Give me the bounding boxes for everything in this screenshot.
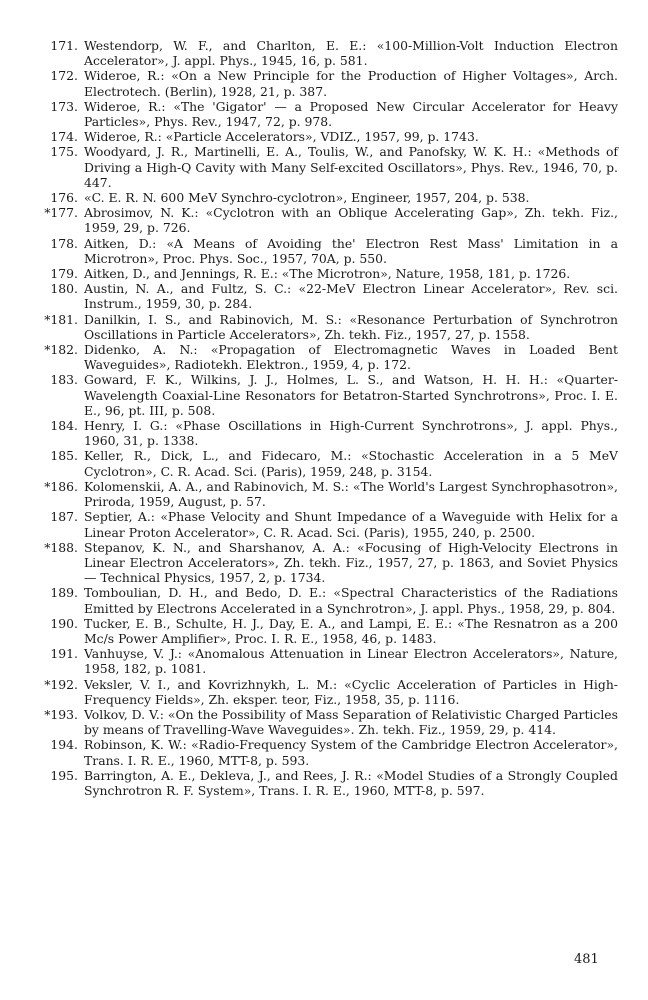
reference-number: 173. xyxy=(50,98,78,114)
reference-text: Aitken, D., and Jennings, R. E.: «The Microtron», Nature, 1958, 181, p. 1726. xyxy=(84,266,571,282)
reference-entry xyxy=(0,129,648,144)
reference-entry xyxy=(0,707,648,737)
reference-entry xyxy=(0,99,648,129)
page-number: 481 xyxy=(574,952,599,967)
reference-list xyxy=(0,38,648,798)
reference-number: 191. xyxy=(50,646,78,662)
reference-number: *182. xyxy=(44,342,78,358)
reference-text: Austin, N. A., and Fultz, S. C.: «22-MeV Electron Linear Accelerator», Rev. sci. Instrum., 1959, 30, p. 284. xyxy=(84,281,618,312)
reference-entry xyxy=(0,540,648,586)
reference-text: Volkov, D. V.: «On the Possibility of Mass Separation of Relativistic Charged Particles by means of Travelling-Wave Waveguides». Zh. tekh. Fiz., 1959, 29, p. 414. xyxy=(84,706,618,738)
reference-entry xyxy=(0,616,648,646)
reference-text: Westendorp, W. F., and Charlton, E. E.: «100-Million-Volt Induction Electron Accelerator», J. appl. Phys., 1945, 16, p. 581. xyxy=(84,38,618,69)
reference-number: *186. xyxy=(44,478,78,494)
reference-text: Danilkin, I. S., and Rabinovich, M. S.: «Resonance Perturbation of Synchrotron Oscillations in Particle Accelerators», Zh. tekh. Fiz., 1957, 27, p. 1558. xyxy=(84,311,618,342)
reference-entry xyxy=(0,312,648,342)
reference-text: Keller, R., Dick, L., and Fidecaro, M.: «Stochastic Acceleration in a 5 MeV Cyclotron», C. R. Acad. Sci. (Paris), 1959, 248, p. 3154. xyxy=(84,448,618,479)
reference-text: «C. E. R. N. 600 MeV Synchro-cyclotron», Engineer, 1957, 204, p. 538. xyxy=(84,190,530,206)
reference-entry xyxy=(0,585,648,615)
reference-number: 174. xyxy=(50,129,78,145)
reference-entry xyxy=(0,205,648,235)
reference-number: 180. xyxy=(50,281,78,297)
reference-number: 179. xyxy=(50,266,78,282)
reference-number: 172. xyxy=(50,68,78,84)
reference-entry xyxy=(0,342,648,372)
reference-number: 189. xyxy=(50,585,78,601)
reference-number: *181. xyxy=(44,311,78,327)
reference-entry xyxy=(0,144,648,190)
reference-entry xyxy=(0,418,648,448)
reference-text: Wideroe, R.: «The 'Gigator' — a Proposed New Circular Accelerator for Heavy Particles», Phys. Rev., 1947, 72, p. 978. xyxy=(84,98,618,130)
reference-number: 187. xyxy=(50,509,78,525)
reference-number: 175. xyxy=(50,144,78,160)
reference-text: Kolomenskii, A. A., and Rabinovich, M. S.: «The World's Largest Synchrophasotron», Priroda, 1959, August, p. 57. xyxy=(84,478,618,510)
reference-entry xyxy=(0,677,648,707)
reference-entry xyxy=(0,236,648,266)
reference-number: 171. xyxy=(50,38,78,53)
reference-number: 194. xyxy=(50,737,78,753)
reference-number: *188. xyxy=(44,539,78,555)
reference-text: Didenko, A. N.: «Propagation of Electromagnetic Waves in Loaded Bent Waveguides», Radiotekh. Elektron., 1959, 4, p. 172. xyxy=(84,342,618,373)
reference-entry xyxy=(0,190,648,205)
reference-number: 184. xyxy=(50,418,78,434)
reference-entry xyxy=(0,509,648,539)
reference-text: Stepanov, K. N., and Sharshanov, A. A.: «Focusing of High-Velocity Electrons in Linear Electron Accelerators», Zh. tekh. Fiz., 1957, 27, p. 1863, and Soviet Physics — Technical Physics, 1957, 2, p. 1734. xyxy=(84,539,618,586)
reference-text: Barrington, A. E., Dekleva, J., and Rees, J. R.: «Model Studies of a Strongly Coupled Synchrotron R. F. System», Trans. I. R. E., 1960, MTT-8, p. 597. xyxy=(84,767,618,798)
reference-number: 178. xyxy=(50,235,78,251)
reference-entry xyxy=(0,266,648,281)
reference-number: 176. xyxy=(50,190,78,206)
reference-text: Robinson, K. W.: «Radio-Frequency System of the Cambridge Electron Accelerator», Trans. I. R. E., 1960, MTT-8, p. 593. xyxy=(84,737,618,768)
reference-entry xyxy=(0,737,648,767)
reference-number: *177. xyxy=(44,205,78,221)
reference-text: Wideroe, R.: «Particle Accelerators», VDIZ., 1957, 99, p. 1743. xyxy=(84,129,479,145)
reference-number: *192. xyxy=(44,676,78,692)
reference-number: 183. xyxy=(50,372,78,388)
reference-entry xyxy=(0,768,648,798)
reference-entry xyxy=(0,38,648,68)
reference-entry xyxy=(0,68,648,98)
reference-text: Goward, F. K., Wilkins, J. J., Holmes, L. S., and Watson, H. H. H.: «Quarter-Wavelength Coaxial-Line Resonators for Betatron-Started Synchrotrons», Proc. I. E. E., 96, pt. III, p. 508. xyxy=(84,372,618,418)
reference-number: 195. xyxy=(50,767,78,783)
reference-text: Septier, A.: «Phase Velocity and Shunt Impedance of a Waveguide with Helix for a Linear Proton Accelerator», C. R. Acad. Sci. (Paris), 1955, 240, p. 2500. xyxy=(84,509,618,540)
reference-entry xyxy=(0,372,648,418)
reference-number: 190. xyxy=(50,615,78,631)
reference-text: Tucker, E. B., Schulte, H. J., Day, E. A., and Lampi, E. E.: «The Resnatron as a 200 Mc/s Power Amplifier», Proc. I. R. E., 1958, 46, p. 1483. xyxy=(84,615,618,646)
reference-entry xyxy=(0,479,648,509)
reference-text: Henry, I. G.: «Phase Oscillations in High-Current Synchrotrons», J. appl. Phys., 1960, 31, p. 1338. xyxy=(84,418,618,449)
reference-number: 185. xyxy=(50,448,78,464)
reference-entry xyxy=(0,448,648,478)
reference-text: Veksler, V. I., and Kovrizhnykh, L. M.: «Cyclic Acceleration of Particles in High-Frequency Fields», Zh. eksper. teor, Fiz., 1958, 35, p. 1116. xyxy=(84,676,618,707)
reference-entry xyxy=(0,646,648,676)
reference-text: Wideroe, R.: «On a New Principle for the Production of Higher Voltages», Arch. Electrotech. (Berlin), 1928, 21, p. 387. xyxy=(84,68,618,99)
reference-text: Woodyard, J. R., Martinelli, E. A., Toulis, W., and Panofsky, W. K. H.: «Methods of Driving a High-Q Cavity with Many Self-excited Oscillators», Phys. Rev., 1946, 70, p. 447. xyxy=(84,144,618,190)
reference-entry xyxy=(0,281,648,311)
reference-number: *193. xyxy=(44,706,78,722)
reference-text: Abrosimov, N. K.: «Cyclotron with an Oblique Accelerating Gap», Zh. tekh. Fiz., 1959, 29, p. 726. xyxy=(84,205,618,236)
reference-text: Aitken, D.: «A Means of Avoiding the' Electron Rest Mass' Limitation in a Microtron», Proc. Phys. Soc., 1957, 70A, p. 550. xyxy=(84,235,618,266)
reference-text: Tomboulian, D. H., and Bedo, D. E.: «Spectral Characteristics of the Radiations Emitted by Electrons Accelerated in a Synchrotron», J. appl. Phys., 1958, 29, p. 804. xyxy=(84,585,618,616)
reference-text: Vanhuyse, V. J.: «Anomalous Attenuation in Linear Electron Accelerators», Nature, 1958, 182, p. 1081. xyxy=(84,646,618,677)
